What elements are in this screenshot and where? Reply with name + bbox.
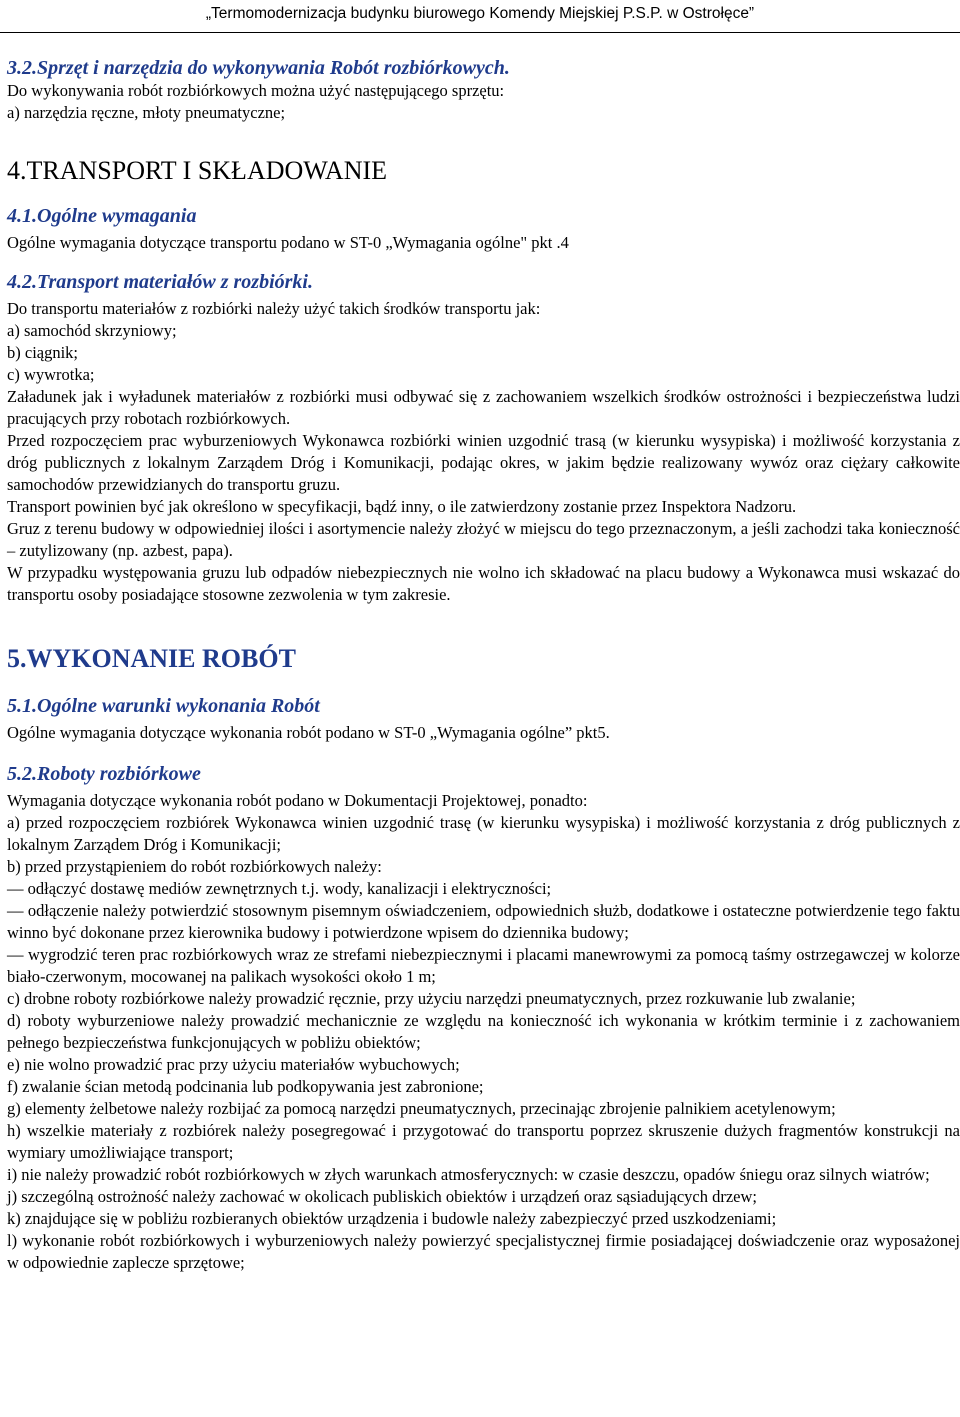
list-item: j) szczególną ostrożność należy zachować w okolicach publiskich obiektów i urządzeń oraz sąsiadujących drzew; — [7, 1187, 757, 1206]
list-item: a) przed rozpoczęciem rozbiórek Wykonawca winien uzgodnić trasę (w kierunku wysypiska) i możliwość korzystania z dróg publicznych z lokalnym Zarządem Dróg i Komunikacji; — [7, 813, 960, 854]
list-item: b) przed przystąpieniem do robót rozbiórkowych należy: — [7, 857, 382, 876]
list-item: e) nie wolno prowadzić prac przy użyciu materiałów wybuchowych; — [7, 1055, 460, 1074]
document-body — [7, 46, 960, 1274]
list-item: g) elementy żelbetowe należy rozbijać za pomocą narzędzi pneumatycznych, przecinając zbrojenie palnikiem acetylenowym; — [7, 1099, 836, 1118]
header-divider — [0, 32, 960, 33]
list-item: h) wszelkie materiały z rozbiórek należy posegregować i przygotować do transportu poprzez skruszenie dużych fragmentów konstrukcji na wymiary umożliwiające transport; — [7, 1121, 960, 1162]
section-5-2-heading: 5.2.Roboty rozbiórkowe — [7, 763, 201, 785]
paragraph: Do wykonywania robót rozbiórkowych można użyć następującego sprzętu: — [7, 81, 505, 100]
section-5-heading: 5.WYKONANIE ROBÓT — [7, 644, 296, 673]
section-5-1-heading: 5.1.Ogólne warunki wykonania Robót — [7, 695, 320, 717]
list-item: — odłączenie należy potwierdzić stosownym pisemnym oświadczeniem, odpowiednich służb, dodatkowe i ostateczne potwierdzenie tego faktu winno być dokonane przez kierownika budowy i potwierdzone wpisem do dziennika budowy; — [7, 901, 960, 942]
list-item: a) narzędzia ręczne, młoty pneumatyczne; — [7, 103, 286, 122]
section-3-2-heading: 3.2.Sprzęt i narzędzia do wykonywania Robót rozbiórkowych. — [7, 57, 510, 79]
list-item: d) roboty wyburzeniowe należy prowadzić mechanicznie ze względu na konieczność ich wykonania w krótkim terminie i z zachowaniem pełnego bezpieczeństwa funkcjonujących w pobliżu obiektów; — [7, 1011, 960, 1052]
paragraph: Wymagania dotyczące wykonania robót podano w Dokumentacji Projektowej, ponadto: — [7, 791, 588, 810]
list-item: c) wywrotka; — [7, 365, 95, 384]
list-item: i) nie należy prowadzić robót rozbiórkowych w złych warunkach atmosferycznych: w czasie deszczu, opadów śniegu oraz silnych wiatrów; — [7, 1165, 930, 1184]
section-4-2-heading: 4.2.Transport materiałów z rozbiórki. — [7, 271, 313, 293]
document-header: „Termomodernizacja budynku biurowego Komendy Miejskiej P.S.P. w Ostrołęce” — [205, 5, 755, 22]
list-item: — wygrodzić teren prac rozbiórkowych wraz ze strefami niebezpiecznymi i placami manewrowymi za pomocą taśmy ostrzegawczej w kolorze biało-czerwonym, mocowanej na palikach wysokości około 1 m; — [7, 945, 960, 986]
list-item: — odłączyć dostawę mediów zewnętrznych t.j. wody, kanalizacji i elektryczności; — [7, 879, 552, 898]
paragraph: Do transportu materiałów z rozbiórki należy użyć takich środków transportu jak: — [7, 299, 541, 318]
paragraph: Gruz z terenu budowy w odpowiedniej ilości i asortymencie należy złożyć w miejscu do tego przeznaczonym, a jeśli zachodzi taka konieczność – zutylizowany (np. azbest, papa). — [7, 519, 960, 560]
paragraph: Przed rozpoczęciem prac wyburzeniowych Wykonawca rozbiórki winien uzgodnić trasą (w kierunku wysypiska) i możliwość korzystania z dróg publicznych z lokalnym Zarządem Dróg i Komunikacji, podając okres, w jakim będzie realizowany wywóz oraz ciężary całkowite samochodów przewidzianych do transportu gruzu. — [7, 431, 960, 494]
paragraph: Ogólne wymagania dotyczące wykonania robót podano w ST-0 „Wymagania ogólne” pkt5. — [7, 723, 610, 742]
list-item: a) samochód skrzyniowy; — [7, 321, 177, 340]
list-item: k) znajdujące się w pobliżu rozbieranych obiektów urządzenia i budowle należy zabezpieczyć przed uszkodzeniami; — [7, 1209, 777, 1228]
section-4-1-heading: 4.1.Ogólne wymagania — [7, 205, 197, 227]
list-item: c) drobne roboty rozbiórkowe należy prowadzić ręcznie, przy użyciu narzędzi pneumatycznych, przez rozkuwanie lub zwalanie; — [7, 989, 856, 1008]
section-4-heading: 4.TRANSPORT I SKŁADOWANIE — [7, 156, 388, 185]
list-item: l) wykonanie robót rozbiórkowych i wyburzeniowych należy powierzyć specjalistycznej firmie posiadającej doświadczenie oraz wyposażonej w odpowiednie zaplecze sprzętowe; — [7, 1231, 960, 1272]
list-item: f) zwalanie ścian metodą podcinania lub podkopywania jest zabronione; — [7, 1077, 484, 1096]
paragraph: Ogólne wymagania dotyczące transportu podano w ST-0 „Wymagania ogólne" pkt .4 — [7, 233, 569, 252]
paragraph: W przypadku występowania gruzu lub odpadów niebezpiecznych nie wolno ich składować na placu budowy a Wykonawca musi wskazać do transportu osoby posiadające stosowne zezwolenia w tym zakresie. — [7, 563, 960, 604]
paragraph: Transport powinien być jak określono w specyfikacji, bądź inny, o ile zatwierdzony zostanie przez Inspektora Nadzoru. — [7, 497, 797, 516]
paragraph: Załadunek jak i wyładunek materiałów z rozbiórki musi odbywać się z zachowaniem wszelkich środków ostrożności i bezpieczeństwa ludzi pracujących przy robotach rozbiórkowych. — [7, 387, 960, 428]
list-item: b) ciągnik; — [7, 343, 79, 362]
